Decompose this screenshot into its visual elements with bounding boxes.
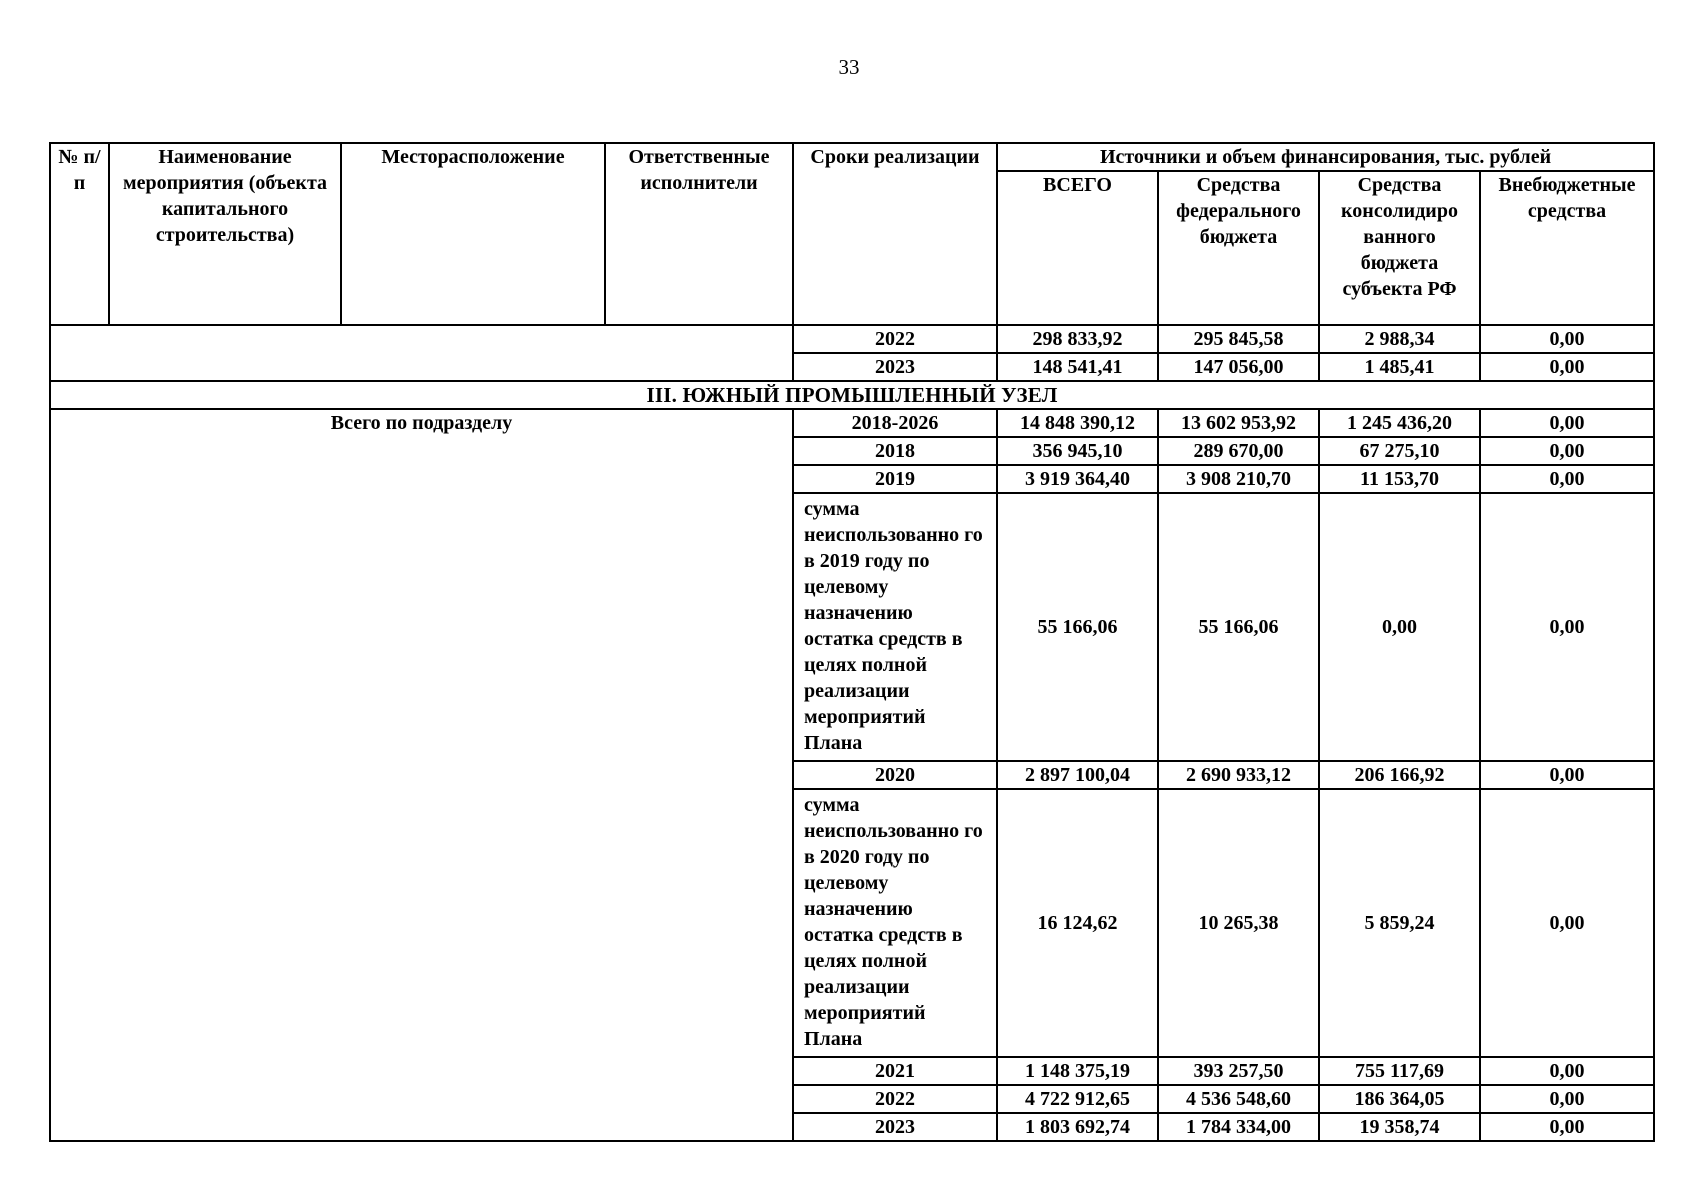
federal-cell: 10 265,38 [1158, 789, 1319, 1057]
period-cell: 2023 [793, 1113, 997, 1141]
extra-cell: 0,00 [1480, 493, 1654, 761]
period-cell: 2021 [793, 1057, 997, 1085]
regional-cell: 755 117,69 [1319, 1057, 1480, 1085]
federal-cell: 2 690 933,12 [1158, 761, 1319, 789]
extra-cell: 0,00 [1480, 1057, 1654, 1085]
page-number: 33 [838, 55, 860, 79]
federal-cell: 55 166,06 [1158, 493, 1319, 761]
regional-cell: 0,00 [1319, 493, 1480, 761]
header-federal: Средства федерального бюджета [1158, 171, 1319, 325]
total-cell: 298 833,92 [997, 325, 1158, 353]
regional-cell: 2 988,34 [1319, 325, 1480, 353]
federal-cell: 393 257,50 [1158, 1057, 1319, 1085]
regional-cell: 19 358,74 [1319, 1113, 1480, 1141]
header-extrabudget: Внебюджетные средства [1480, 171, 1654, 325]
period-cell: 2019 [793, 465, 997, 493]
header-sources-title: Источники и объем финансирования, тыс. рублей [997, 143, 1654, 171]
total-cell: 1 803 692,74 [997, 1113, 1158, 1141]
header-num: № п/п [50, 143, 109, 325]
total-cell: 14 848 390,12 [997, 409, 1158, 437]
extra-cell: 0,00 [1480, 789, 1654, 1057]
extra-cell: 0,00 [1480, 1085, 1654, 1113]
federal-cell: 3 908 210,70 [1158, 465, 1319, 493]
regional-cell: 11 153,70 [1319, 465, 1480, 493]
total-cell: 16 124,62 [997, 789, 1158, 1057]
regional-cell: 5 859,24 [1319, 789, 1480, 1057]
section-title: III. ЮЖНЫЙ ПРОМЫШЛЕННЫЙ УЗЕЛ [50, 381, 1654, 409]
regional-cell: 186 364,05 [1319, 1085, 1480, 1113]
total-cell: 148 541,41 [997, 353, 1158, 381]
extra-cell: 0,00 [1480, 761, 1654, 789]
period-cell: 2020 [793, 761, 997, 789]
period-cell: 2018 [793, 437, 997, 465]
federal-cell: 4 536 548,60 [1158, 1085, 1319, 1113]
period-cell: сумма неиспользованно го в 2020 году по целевому назначению остатка средств в целях полной реализации мероприятий Плана [793, 789, 997, 1057]
total-cell: 2 897 100,04 [997, 761, 1158, 789]
regional-cell: 206 166,92 [1319, 761, 1480, 789]
section-row [50, 381, 1654, 409]
header-responsible: Ответственные исполнители [605, 143, 793, 325]
financing-table [49, 142, 1655, 1142]
period-cell: 2023 [793, 353, 997, 381]
total-cell: 4 722 912,65 [997, 1085, 1158, 1113]
federal-cell: 295 845,58 [1158, 325, 1319, 353]
total-cell: 356 945,10 [997, 437, 1158, 465]
federal-cell: 289 670,00 [1158, 437, 1319, 465]
period-cell: 2022 [793, 1085, 997, 1113]
table-row [50, 325, 1654, 353]
extra-cell: 0,00 [1480, 353, 1654, 381]
federal-cell: 13 602 953,92 [1158, 409, 1319, 437]
regional-cell: 67 275,10 [1319, 437, 1480, 465]
federal-cell: 1 784 334,00 [1158, 1113, 1319, 1141]
total-cell: 1 148 375,19 [997, 1057, 1158, 1085]
extra-cell: 0,00 [1480, 409, 1654, 437]
subsection-label: Всего по подразделу [50, 409, 793, 1141]
header-terms: Сроки реализации [793, 143, 997, 325]
extra-cell: 0,00 [1480, 437, 1654, 465]
total-cell: 3 919 364,40 [997, 465, 1158, 493]
regional-cell: 1 485,41 [1319, 353, 1480, 381]
period-cell: сумма неиспользованно го в 2019 году по целевому назначению остатка средств в целях полной реализации мероприятий Плана [793, 493, 997, 761]
header-total: ВСЕГО [997, 171, 1158, 325]
regional-cell: 1 245 436,20 [1319, 409, 1480, 437]
header-location: Месторасположение [341, 143, 605, 325]
empty-cell [50, 325, 793, 381]
table-row [50, 409, 1654, 437]
extra-cell: 0,00 [1480, 325, 1654, 353]
federal-cell: 147 056,00 [1158, 353, 1319, 381]
period-cell: 2018-2026 [793, 409, 997, 437]
total-cell: 55 166,06 [997, 493, 1158, 761]
header-name: Наименование мероприятия (объекта капитального строительства) [109, 143, 341, 325]
header-consolidated: Средства консолидиро ванного бюджета субъекта РФ [1319, 171, 1480, 325]
extra-cell: 0,00 [1480, 1113, 1654, 1141]
extra-cell: 0,00 [1480, 465, 1654, 493]
period-cell: 2022 [793, 325, 997, 353]
header-row-main [50, 143, 1654, 171]
